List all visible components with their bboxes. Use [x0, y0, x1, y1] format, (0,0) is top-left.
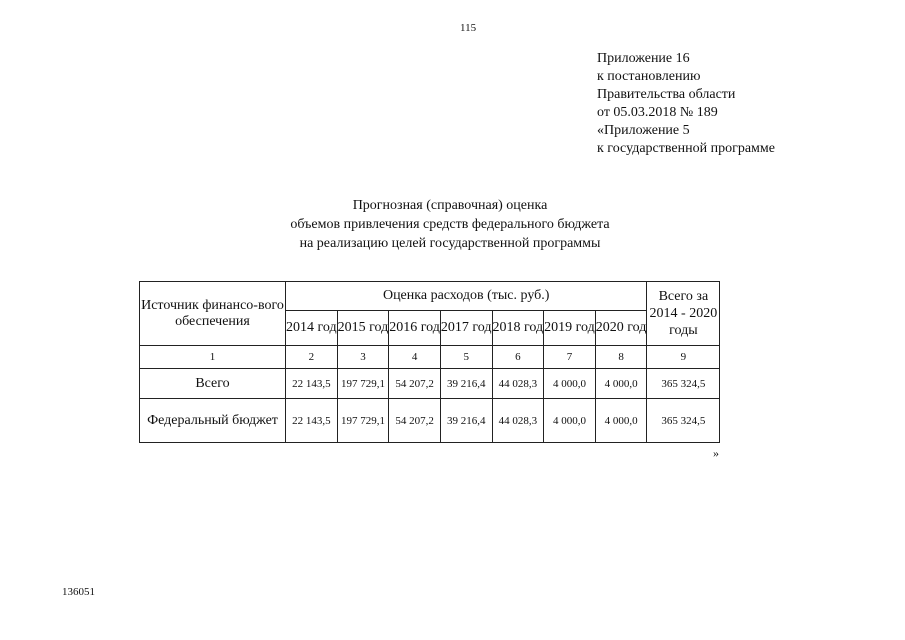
appendix-header: [597, 50, 775, 158]
column-number-cell: 5: [440, 346, 492, 369]
table-row: [140, 369, 720, 399]
appendix-line: «Приложение 5: [597, 123, 690, 138]
value-cell: 39 216,4: [440, 399, 492, 443]
year-header-cell: 2017 год: [440, 311, 492, 346]
column-number-cell: 2: [286, 346, 338, 369]
year-header-cell: 2016 год: [389, 311, 441, 346]
value-cell: 54 207,2: [389, 399, 441, 443]
value-cell: 365 324,5: [647, 369, 720, 399]
value-cell: 54 207,2: [389, 369, 441, 399]
value-cell: 44 028,3: [492, 369, 544, 399]
column-number-cell: 6: [492, 346, 544, 369]
value-cell: 4 000,0: [595, 399, 647, 443]
year-header-cell: 2019 год: [544, 311, 596, 346]
appendix-line: от 05.03.2018 № 189: [597, 105, 718, 120]
table-row: [140, 399, 720, 443]
row-label-cell: Всего: [140, 369, 286, 399]
value-cell: 197 729,1: [337, 369, 389, 399]
title-line: объемов привлечения средств федерального бюджета: [290, 217, 610, 232]
year-header-cell: 2020 год: [595, 311, 647, 346]
table-header-row: [140, 282, 720, 311]
estimate-header-cell: Оценка расходов (тыс. руб.): [286, 282, 647, 311]
value-cell: 22 143,5: [286, 399, 338, 443]
total-header-cell: Всего за 2014 - 2020 годы: [647, 282, 720, 346]
column-number-cell: 1: [140, 346, 286, 369]
column-number-cell: 9: [647, 346, 720, 369]
year-header-cell: 2018 год: [492, 311, 544, 346]
value-cell: 4 000,0: [595, 369, 647, 399]
value-cell: 4 000,0: [544, 399, 596, 443]
source-header-cell: Источник финансо-вого обеспечения: [140, 282, 286, 346]
value-cell: 22 143,5: [286, 369, 338, 399]
column-number-cell: 7: [544, 346, 596, 369]
value-cell: 39 216,4: [440, 369, 492, 399]
column-number-cell: 8: [595, 346, 647, 369]
value-cell: 44 028,3: [492, 399, 544, 443]
appendix-line: Приложение 16: [597, 51, 690, 66]
column-number-row: [140, 346, 720, 369]
closing-quote: »: [713, 446, 719, 460]
title-line: Прогнозная (справочная) оценка: [352, 198, 548, 213]
appendix-line: к постановлению: [597, 69, 701, 84]
appendix-line: Правительства области: [597, 87, 736, 102]
document-title: [200, 196, 700, 253]
budget-table: [139, 281, 720, 443]
value-cell: 4 000,0: [544, 369, 596, 399]
column-number-cell: 4: [389, 346, 441, 369]
column-number-cell: 3: [337, 346, 389, 369]
row-label-cell: Федеральный бюджет: [140, 399, 286, 443]
value-cell: 365 324,5: [647, 399, 720, 443]
title-line: на реализацию целей государственной программы: [299, 236, 601, 251]
year-header-cell: 2014 год: [286, 311, 338, 346]
year-header-cell: 2015 год: [337, 311, 389, 346]
document-code: 136051: [62, 586, 95, 598]
value-cell: 197 729,1: [337, 399, 389, 443]
appendix-line: к государственной программе: [597, 141, 775, 156]
page-number: 115: [460, 22, 477, 34]
